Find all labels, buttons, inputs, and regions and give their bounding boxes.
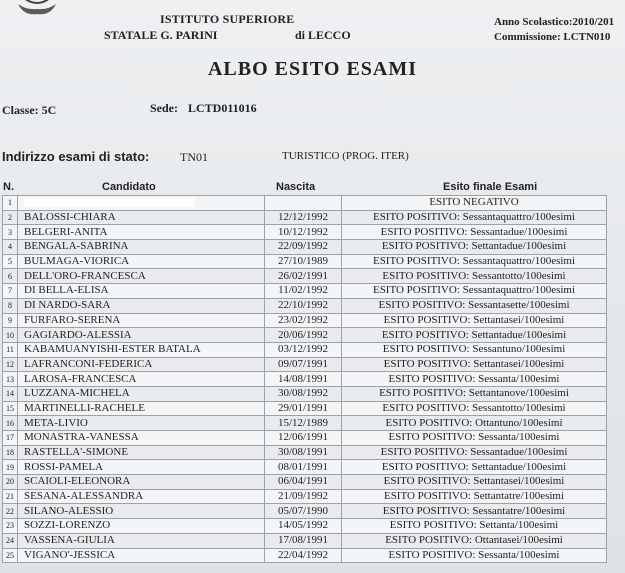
candidate-name: MARTINELLI-RACHELE [18,401,265,416]
column-header-candidate: Candidato [102,181,156,193]
candidate-name: DI NARDO-SARA [18,298,265,313]
exam-result: ESITO POSITIVO: Sessanta/100esimi [342,431,607,446]
table-row [3,240,607,255]
candidate-name: SCAIOLI-ELEONORA [18,475,265,490]
birth-date: 09/07/1991 [265,357,342,372]
candidate-name: LUZZANA-MICHELA [18,386,265,401]
birth-date: 14/05/1992 [265,519,342,534]
candidate-name: DELL'ORO-FRANCESCA [18,269,265,284]
birth-date: 12/06/1991 [265,431,342,446]
table-row [3,196,607,211]
exam-result: ESITO POSITIVO: Sessanta/100esimi [342,372,607,387]
birth-date: 11/02/1992 [265,284,342,299]
birth-date: 03/12/1992 [265,342,342,357]
birth-date: 05/07/1990 [265,504,342,519]
row-number: 13 [3,372,18,387]
results-table [2,195,607,563]
exam-result: ESITO NEGATIVO [342,196,607,211]
birth-date: 21/09/1992 [265,489,342,504]
candidate-name: VASSENA-GIULIA [18,533,265,548]
institute-city: di LECCO [295,28,351,42]
row-number: 6 [3,269,18,284]
candidate-name: BALOSSI-CHIARA [18,210,265,225]
candidate-name: FURFARO-SERENA [18,313,265,328]
birth-date: 17/08/1991 [265,533,342,548]
candidate-name: MONASTRA-VANESSA [18,431,265,446]
row-number: 25 [3,548,18,563]
class-label: Classe: 5C [2,103,57,117]
row-number: 24 [3,533,18,548]
birth-date: 22/09/1992 [265,240,342,255]
candidate-name: VIGANO'-JESSICA [18,548,265,563]
row-number: 1 [3,196,18,211]
table-row [3,504,607,519]
table-row [3,519,607,534]
school-year: Anno Scolastico:2010/201 [494,16,615,28]
exam-result: ESITO POSITIVO: Sessantotto/100esimi [342,269,607,284]
birth-date [265,196,342,211]
birth-date: 22/04/1992 [265,548,342,563]
candidate-name: SESANA-ALESSANDRA [18,489,265,504]
site-label: Sede: [150,101,178,115]
table-row [3,210,607,225]
candidate-name: BELGERI-ANITA [18,225,265,240]
birth-date: 27/10/1989 [265,254,342,269]
row-number: 11 [3,342,18,357]
candidate-name: BENGALA-SABRINA [18,240,265,255]
table-row [3,533,607,548]
table-row [3,284,607,299]
row-number: 9 [3,313,18,328]
birth-date: 08/01/1991 [265,460,342,475]
birth-date: 22/10/1992 [265,298,342,313]
row-number: 4 [3,240,18,255]
birth-date: 30/08/1991 [265,445,342,460]
exam-result: ESITO POSITIVO: Settantadue/100esimi [342,240,607,255]
commission-code: Commissione: LCTN010 [494,31,611,43]
exam-result: ESITO POSITIVO: Ottantasei/100esimi [342,533,607,548]
exam-track-description: TURISTICO (PROG. ITER) [282,150,409,162]
exam-result: ESITO POSITIVO: Sessantotto/100esimi [342,401,607,416]
row-number: 15 [3,401,18,416]
table-row [3,489,607,504]
table-row [3,313,607,328]
row-number: 19 [3,460,18,475]
exam-result: ESITO POSITIVO: Settantasei/100esimi [342,357,607,372]
table-row [3,298,607,313]
exam-result: ESITO POSITIVO: Settantasei/100esimi [342,475,607,490]
institute-name-line1: ISTITUTO SUPERIORE [160,12,295,26]
row-number: 16 [3,416,18,431]
birth-date: 29/01/1991 [265,401,342,416]
candidate-name: BULMAGA-VIORICA [18,254,265,269]
exam-result: ESITO POSITIVO: Sessantadue/100esimi [342,445,607,460]
table-row [3,225,607,240]
birth-date: 26/02/1991 [265,269,342,284]
row-number: 17 [3,431,18,446]
column-header-birthdate: Nascita [276,181,316,193]
column-header-result: Esito finale Esami [443,181,538,193]
exam-result: ESITO POSITIVO: Sessantaquattro/100esimi [342,284,607,299]
table-row [3,386,607,401]
candidate-name: ROSSI-PAMELA [18,460,265,475]
candidate-name: SOZZI-LORENZO [18,519,265,534]
birth-date: 12/12/1992 [265,210,342,225]
table-row [3,372,607,387]
row-number: 12 [3,357,18,372]
row-number: 18 [3,445,18,460]
exam-result: ESITO POSITIVO: Sessantaquattro/100esimi [342,254,607,269]
birth-date: 10/12/1992 [265,225,342,240]
exam-track-code: TN01 [180,150,208,164]
table-row [3,342,607,357]
row-number: 14 [3,386,18,401]
row-number: 3 [3,225,18,240]
exam-result: ESITO POSITIVO: Settantasei/100esimi [342,313,607,328]
column-header-number: N. [3,181,14,193]
row-number: 23 [3,519,18,534]
page-title: ALBO ESITO ESAMI [207,58,418,80]
table-row [3,401,607,416]
birth-date: 30/08/1992 [265,386,342,401]
candidate-name: SILANO-ALESSIO [18,504,265,519]
exam-result: ESITO POSITIVO: Sessantaquattro/100esimi [342,210,607,225]
table-row [3,328,607,343]
birth-date: 23/02/1992 [265,313,342,328]
exam-result: ESITO POSITIVO: Settantadue/100esimi [342,328,607,343]
birth-date: 14/08/1991 [265,372,342,387]
candidate-name: KABAMUANYISHI-ESTER BATALA [18,342,265,357]
exam-result: ESITO POSITIVO: Settantanove/100esimi [342,386,607,401]
exam-result: ESITO POSITIVO: Sessantadue/100esimi [342,225,607,240]
exam-track-label: Indirizzo esami di stato: [2,149,150,164]
table-row [3,254,607,269]
row-number: 20 [3,475,18,490]
redacted-name [24,198,194,207]
site-info [150,101,257,116]
candidate-name: GAGIARDO-ALESSIA [18,328,265,343]
birth-date: 20/06/1992 [265,328,342,343]
birth-date: 06/04/1991 [265,475,342,490]
exam-result: ESITO POSITIVO: Settantadue/100esimi [342,460,607,475]
table-row [3,445,607,460]
table-row [3,269,607,284]
row-number: 7 [3,284,18,299]
exam-result: ESITO POSITIVO: Settanta/100esimi [342,519,607,534]
row-number: 5 [3,254,18,269]
republic-emblem-icon [14,0,60,16]
exam-result: ESITO POSITIVO: Ottantuno/100esimi [342,416,607,431]
candidate-name: DI BELLA-ELISA [18,284,265,299]
row-number: 10 [3,328,18,343]
row-number: 8 [3,298,18,313]
site-value: LCTD011016 [188,101,257,115]
institute-name-line2: STATALE G. PARINI [104,28,218,42]
candidate-name: META-LIVIO [18,416,265,431]
row-number: 2 [3,210,18,225]
candidate-name: LAROSA-FRANCESCA [18,372,265,387]
table-row [3,416,607,431]
row-number: 21 [3,489,18,504]
exam-result: ESITO POSITIVO: Sessantatre/100esimi [342,504,607,519]
candidate-name: LAFRANCONI-FEDERICA [18,357,265,372]
candidate-name [18,196,265,211]
table-row [3,475,607,490]
exam-result: ESITO POSITIVO: Sessantasette/100esimi [342,298,607,313]
candidate-name: RASTELLA'-SIMONE [18,445,265,460]
table-row [3,460,607,475]
exam-result: ESITO POSITIVO: Sessanta/100esimi [342,548,607,563]
table-row [3,431,607,446]
table-row [3,548,607,563]
row-number: 22 [3,504,18,519]
exam-result: ESITO POSITIVO: Settantatre/100esimi [342,489,607,504]
exam-result: ESITO POSITIVO: Sessantuno/100esimi [342,342,607,357]
birth-date: 15/12/1989 [265,416,342,431]
table-row [3,357,607,372]
